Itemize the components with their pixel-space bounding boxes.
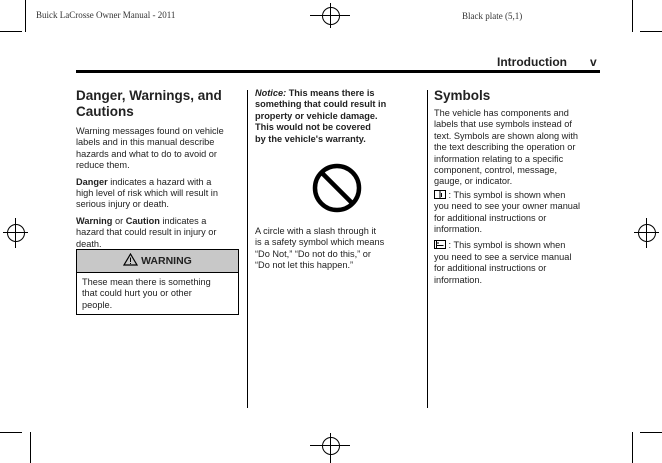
- paragraph: The vehicle has components and labels that use symbols instead of text. Symbols are shown along with the text describing the operation or information relating to a specific component, control, message, gauge, or indicator.: [434, 108, 579, 187]
- header-rule: [76, 70, 600, 73]
- crop-mark: [25, 0, 26, 32]
- column-divider: [247, 90, 248, 408]
- symbol-caption: A circle with a slash through it is a safety symbol which means “Do Not,” “Do not do this,” or “Do not let this happen.”: [255, 226, 385, 271]
- crop-mark: [0, 432, 22, 433]
- print-header-right: Black plate (5,1): [462, 11, 523, 21]
- crop-mark: [632, 0, 633, 32]
- owner-manual-book-icon: [434, 190, 446, 199]
- warning-triangle-icon: [123, 253, 138, 266]
- print-header-left: Buick LaCrosse Owner Manual - 2011: [36, 10, 176, 20]
- column-1: [76, 88, 242, 255]
- crop-mark: [640, 432, 662, 433]
- crop-mark: [640, 31, 662, 32]
- warning-text: These mean there is something that could hurt you or other people.: [82, 277, 211, 310]
- section-heading: Danger, Warnings, and Cautions: [76, 88, 222, 119]
- notice: Notice: This means there is something that could result in property or vehicle damage. This would not be covered by the vehicle's warranty.: [255, 88, 387, 144]
- crop-mark: [0, 31, 22, 32]
- running-head-section: Introduction: [497, 55, 567, 69]
- service-manual-icon: [434, 240, 446, 249]
- warning-header: WARNING: [77, 250, 238, 273]
- crop-mark: [30, 432, 31, 463]
- column-3: [434, 88, 604, 291]
- service-manual-symbol-paragraph: : This symbol is shown when you need to see a service manual for additional instructions or information.: [434, 240, 572, 285]
- running-head-page: v: [590, 55, 597, 69]
- paragraph-danger: Danger indicates a hazard with a high level of risk which will result in serious injury or death.: [76, 176, 218, 210]
- crop-mark: [632, 432, 633, 463]
- warning-box: [76, 249, 239, 315]
- paragraph-warning-caution: Warning or Caution indicates a hazard that could result in injury or death.: [76, 215, 217, 249]
- section-heading: Symbols: [434, 88, 491, 103]
- paragraph: Warning messages found on vehicle labels and in this manual describe hazards and what to do to avoid or reduce them.: [76, 126, 224, 171]
- owner-manual-symbol-paragraph: : This symbol is shown when you need to see your owner manual for additional instructions or information.: [434, 189, 581, 235]
- prohibition-symbol-icon: [311, 162, 363, 214]
- column-divider: [427, 90, 428, 408]
